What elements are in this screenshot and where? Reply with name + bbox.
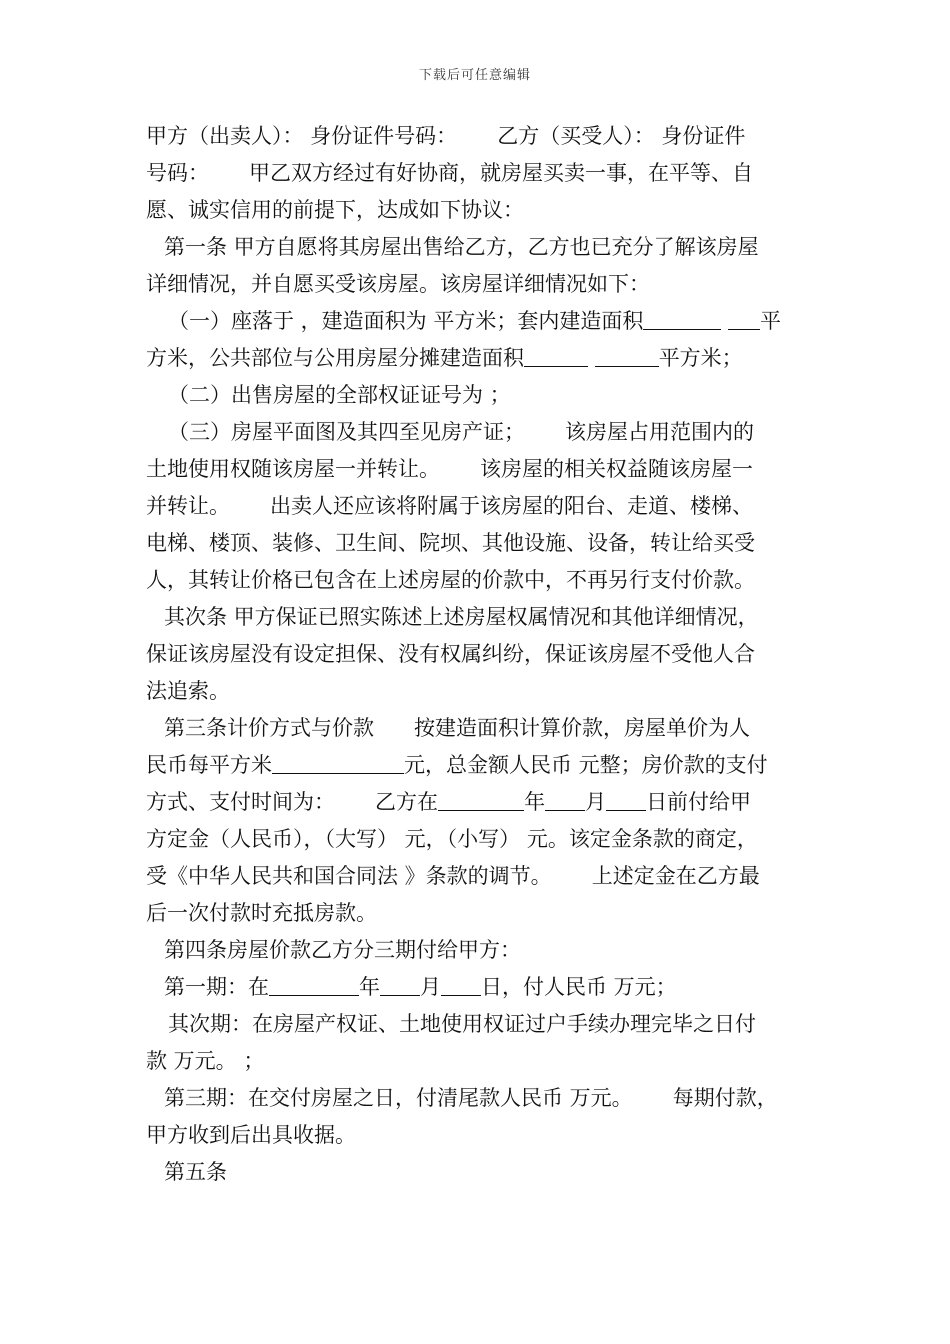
text-segment: 元，总金额人民币 元整；房价款的支付: [404, 753, 768, 777]
text-line: 法追索。: [146, 679, 230, 703]
article-2-start: 其次条 甲方保证已照实陈述上述房屋权属情况和其他详细情况，: [164, 605, 759, 629]
blank-line: [272, 751, 404, 774]
blank-line: [728, 307, 760, 330]
text-segment: 日，付人民币 万元；: [481, 975, 677, 999]
text-segment: 方米，公共部位与公用房屋分摊建造面积: [146, 346, 524, 370]
text-segment: 年: [359, 975, 380, 999]
article-3-start: 第三条计价方式与价款 按建造面积计算价款，房屋单价为人: [164, 716, 751, 740]
text-line: 电梯、楼顶、装修、卫生间、院坝、其他设施、设备，转让给买受: [146, 531, 755, 555]
contract-body: [146, 118, 806, 1191]
blank-line: [545, 788, 585, 811]
text-line: 受《中华人民共和国合同法 》条款的调节。 上述定金在乙方最: [146, 864, 760, 888]
text-line: 后一次付款时充抵房款。: [146, 901, 377, 925]
text-segment: （一）座落于 ，建造面积为 平方米；套内建造面积: [168, 309, 644, 333]
installment-2: 其次期：在房屋产权证、土地使用权证过户手续办理完毕之日付: [168, 1012, 756, 1036]
item-2-line: （二）出售房屋的全部权证证号为 ；: [168, 383, 511, 407]
text-line: [146, 747, 806, 784]
text-segment: 方式、支付时间为： 乙方在: [146, 790, 439, 814]
text-line: 保证该房屋没有设定担保、没有权属纠纷，保证该房屋不受他人合: [146, 642, 755, 666]
text-line: 土地使用权随该房屋一并转让。 该房屋的相关权益随该房屋一: [146, 457, 754, 481]
header-note: 下载后可任意编辑: [418, 68, 531, 83]
blank-line: [524, 344, 588, 367]
text-line: 甲方收到后出具收据。: [146, 1123, 356, 1147]
text-segment: 日前付给甲: [646, 790, 752, 814]
text-line: [146, 784, 806, 821]
text-line: 详细情况，并自愿买受该房屋。该房屋详细情况如下：: [146, 272, 650, 296]
text-segment: 民币每平方米: [146, 753, 272, 777]
text-line: 人，其转让价格已包含在上述房屋的价款中，不再另行支付价款。: [146, 568, 755, 592]
text-line: 愿、诚实信用的前提下，达成如下协议：: [146, 198, 524, 222]
installment-1: [146, 969, 806, 1006]
blank-line: [606, 788, 646, 811]
article-5-start: 第五条: [164, 1160, 227, 1184]
text-segment: 第一期：在: [164, 975, 269, 999]
text-segment: 平方米；: [658, 346, 743, 370]
text-line: 号码： 甲乙双方经过有好协商，就房屋买卖一事，在平等、自: [146, 161, 754, 185]
item-1-line: [146, 303, 806, 340]
blank-line: [380, 973, 420, 996]
item-3-line: （三）房屋平面图及其四至见房产证； 该房屋占用范围内的: [168, 420, 755, 444]
article-4-start: 第四条房屋价款乙方分三期付给甲方：: [164, 938, 521, 962]
blank-line: [269, 973, 359, 996]
item-1-line-2: [146, 340, 806, 377]
text-segment: 月: [585, 790, 607, 814]
text-segment: 平: [760, 309, 782, 333]
blank-line: [595, 344, 659, 367]
article-1-start: 第一条 甲方自愿将其房屋出售给乙方，乙方也已充分了解该房屋: [164, 235, 759, 259]
blank-line: [643, 307, 721, 330]
installment-3: 第三期：在交付房屋之日，付清尾款人民币 万元。 每期付款，: [164, 1086, 778, 1110]
text-segment: 月: [420, 975, 441, 999]
blank-line: [438, 788, 524, 811]
text-segment: 年: [524, 790, 546, 814]
text-line: 甲方（出卖人）： 身份证件号码： 乙方（买受人）： 身份证件: [146, 124, 746, 148]
text-line: 方定金（人民币），（大写） 元，（小写） 元。该定金条款的商定，: [146, 827, 758, 851]
text-line: 并转让。 出卖人还应该将附属于该房屋的阳台、走道、楼梯、: [146, 494, 754, 518]
text-line: 款 万元。 ；: [146, 1049, 265, 1073]
blank-line: [441, 973, 481, 996]
